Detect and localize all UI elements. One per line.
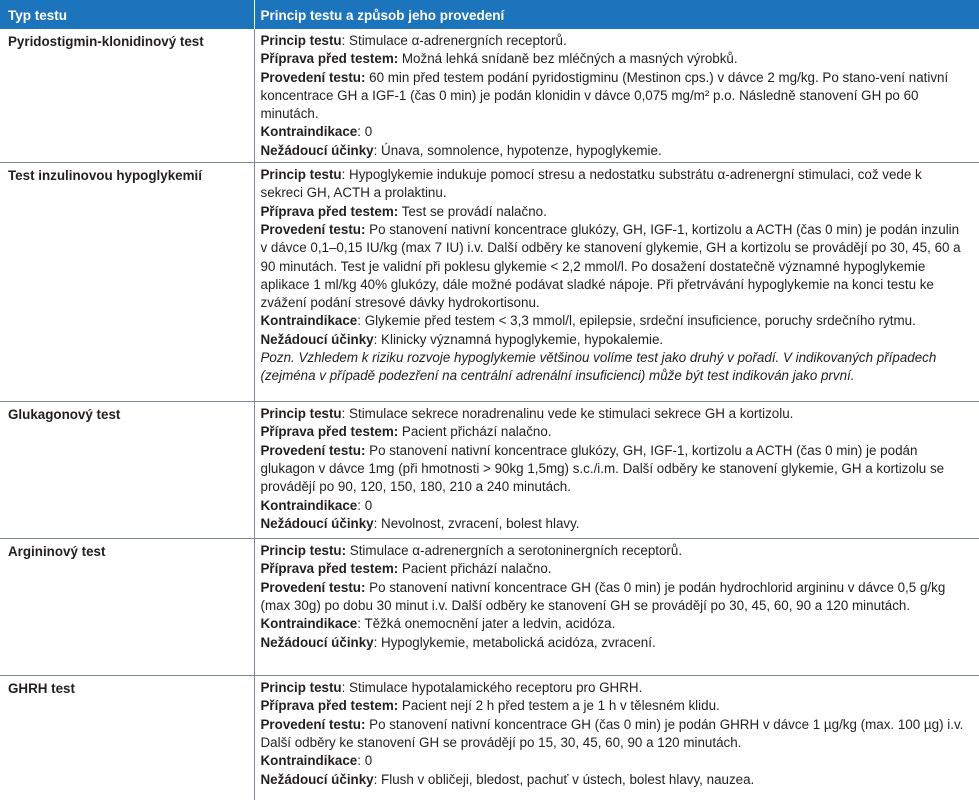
test-description	[254, 676, 979, 800]
line-label: Princip testu	[260, 33, 342, 48]
table-header-row	[0, 0, 979, 29]
line-text: Stimulace α-adrenergních a serotoninergních receptorů.	[346, 543, 683, 559]
test-name: Glukagonový test	[8, 407, 121, 423]
line-text: : 0	[357, 124, 373, 140]
test-description	[254, 539, 979, 676]
line-label: Provedení testu:	[260, 579, 366, 595]
line-text: : Stimulace hypotalamického receptoru pro GHRH.	[341, 680, 643, 696]
test-name: Pyridostigmin-klonidinový test	[8, 34, 204, 49]
contraindication-line	[261, 752, 966, 770]
line-text: 60 min před testem podání pyridostigminu (Mestinon cps.) v dávce 2 mg/kg. Po stano-vení nativní koncentrace GH a IGF-1 (čas 0 min) je podán klonidin v dávce 0,075 mg/m² p.o. Následně stanovení GH po 60 minutách.	[260, 69, 949, 122]
line-text: Možná lehká snídaně bez mléčných a masných výrobků.	[398, 51, 738, 67]
header-test-principle: Princip testu a způsob jeho provedení	[254, 0, 979, 29]
test-name: GHRH test	[8, 681, 75, 697]
procedure-line	[261, 442, 966, 497]
line-text: : Stimulace sekrece noradrenalinu vede ke stimulaci sekrece GH a kortizolu.	[341, 406, 794, 422]
line-text: Po stanovení nativní koncentrace GH (čas 0 min) je podán hydrochlorid argininu v dávce 0,5 g/kg (max 30g) po dobu 30 minut i.v. Další odběry ke stanovení GH se provádějí po 30, 45, 60, 90 a 120 minutách.	[260, 579, 946, 613]
line-text: Po stanovení nativní koncentrace glukózy, GH, IGF-1, kortizolu a ACTH (čas 0 min) je podán glukagon v dávce 1mg (při hmotnosti > 90kg 1,5mg) s.c./i.m. Další odběry ke stanovení glykemie, GH a kortizolu se provádějí po 90, 120, 150, 180, 210 a 240 minutách.	[260, 442, 945, 495]
line-label: Provedení testu:	[260, 716, 366, 732]
procedure-line	[261, 716, 966, 753]
line-text: Pacient nejí 2 h před testem a je 1 h v tělesném klidu.	[398, 698, 720, 714]
line-text: : Hypoglykemie indukuje pomocí stresu a nedostatku substrátu α-adrenergní stimulaci, což vede k sekreci GH, ACTH a prolaktinu.	[260, 167, 922, 201]
line-text: Pacient přichází nalačno.	[398, 424, 552, 440]
procedure-line	[261, 221, 966, 312]
line-label: Příprava před testem:	[260, 51, 399, 67]
table-row	[0, 163, 979, 402]
side-effects-line	[261, 771, 966, 789]
principle-line	[261, 166, 966, 203]
side-effects-line	[261, 515, 966, 533]
test-name: Test inzulinovou hypoglykemií	[8, 168, 202, 184]
line-text: : Nevolnost, zvracení, bolest hlavy.	[373, 515, 580, 531]
contraindication-line	[261, 312, 966, 330]
line-label: Provedení testu:	[260, 442, 366, 458]
principle-line	[261, 405, 966, 423]
side-effects-line	[261, 142, 966, 160]
line-label: Kontraindikace	[260, 753, 358, 769]
line-label: Kontraindikace	[260, 616, 358, 632]
principle-line	[261, 32, 966, 50]
header-test-type: Typ testu	[0, 0, 254, 29]
line-label: Příprava před testem:	[260, 203, 399, 219]
line-label: Příprava před testem:	[260, 424, 399, 440]
table-row	[0, 402, 979, 539]
line-label: Provedení testu:	[260, 221, 366, 237]
test-description	[254, 163, 979, 402]
table-row	[0, 539, 979, 676]
line-text: Po stanovení nativní koncentrace glukózy, GH, IGF-1, kortizolu a ACTH (čas 0 min) je podán inzulin v dávce 0,1–0,15 IU/kg (max 7 IU) i.v. Další odběry ke stanovení glykemie, GH a kortizolu se provádějí po 30, 45, 60 a 90 minutách. Test je validní při poklesu glykemie < 2,2 mmol/l. Po dosažení dostatečně významné hypoglykemie aplikace 1 ml/kg 40% glukózy, dále možné podávat sladké nápoje. Při přetrvávání hypoglykemie na konci testu ke zvážení podání stresové dávky hydrokortisonu.	[260, 221, 961, 311]
preparation-line	[261, 203, 966, 221]
principle-line	[261, 542, 966, 560]
line-label: Princip testu	[260, 406, 342, 422]
contraindication-line	[261, 615, 966, 633]
line-label: Příprava před testem:	[260, 698, 399, 714]
test-name: Argininový test	[8, 544, 106, 560]
line-label: Provedení testu:	[260, 69, 366, 85]
note-line	[261, 349, 966, 386]
contraindication-line	[261, 497, 966, 515]
side-effects-line	[261, 331, 966, 349]
preparation-line	[261, 423, 966, 441]
line-text: : 0	[357, 753, 373, 769]
test-description	[254, 29, 979, 163]
line-label: Kontraindikace	[260, 313, 358, 329]
procedure-line	[261, 69, 966, 124]
line-text: : Únava, somnolence, hypotenze, hypoglykemie.	[373, 142, 662, 158]
line-text: : Klinicky významná hypoglykemie, hypokalemie.	[373, 331, 664, 347]
line-text: Test se provádí nalačno.	[398, 203, 547, 219]
line-label: Nežádoucí účinky	[260, 331, 374, 347]
line-label: Princip testu	[260, 680, 342, 696]
line-text: Pacient přichází nalačno.	[398, 561, 552, 577]
line-text: : Flush v obličeji, bledost, pachuť v ústech, bolest hlavy, nauzea.	[373, 771, 755, 787]
table-row	[0, 29, 979, 163]
procedure-line	[261, 579, 966, 616]
line-label: Nežádoucí účinky	[260, 515, 374, 531]
principle-line	[261, 679, 966, 697]
note-text: Pozn. Vzhledem k riziku rozvoje hypoglykemie většinou volíme test jako druhý v pořadí. V indikovaných případech (zejména v případě podezření na centrální adrenální insuficienci) může být test indikován jako první.	[260, 350, 937, 384]
line-label: Kontraindikace	[260, 124, 358, 140]
line-label: Princip testu	[260, 167, 342, 183]
preparation-line	[261, 50, 966, 68]
preparation-line	[261, 697, 966, 715]
line-text: : Hypoglykemie, metabolická acidóza, zvracení.	[373, 634, 656, 650]
contraindication-line	[261, 123, 966, 141]
side-effects-line	[261, 634, 966, 652]
line-text: : 0	[357, 497, 373, 513]
line-label: Kontraindikace	[260, 497, 358, 513]
line-text: : Těžká onemocnění jater a ledvin, acidóza.	[357, 616, 616, 632]
line-text: : Glykemie před testem < 3,3 mmol/l, epilepsie, srdeční insuficience, poruchy srdečního rytmu.	[357, 313, 916, 329]
line-label: Nežádoucí účinky	[260, 634, 374, 650]
line-label: Příprava před testem:	[260, 561, 399, 577]
line-label: Nežádoucí účinky	[260, 142, 374, 158]
line-label: Princip testu:	[260, 543, 347, 559]
line-text: Po stanovení nativní koncentrace GH (čas 0 min) je podán GHRH v dávce 1 µg/kg (max. 100 µg) i.v. Další odběry ke stanovení GH se provádějí po 15, 30, 45, 60, 90 a 120 minutách.	[260, 716, 964, 750]
line-label: Nežádoucí účinky	[260, 771, 374, 787]
preparation-line	[261, 560, 966, 578]
line-text: : Stimulace α-adrenergních receptorů.	[341, 33, 567, 48]
table-row	[0, 676, 979, 800]
test-description	[254, 402, 979, 539]
